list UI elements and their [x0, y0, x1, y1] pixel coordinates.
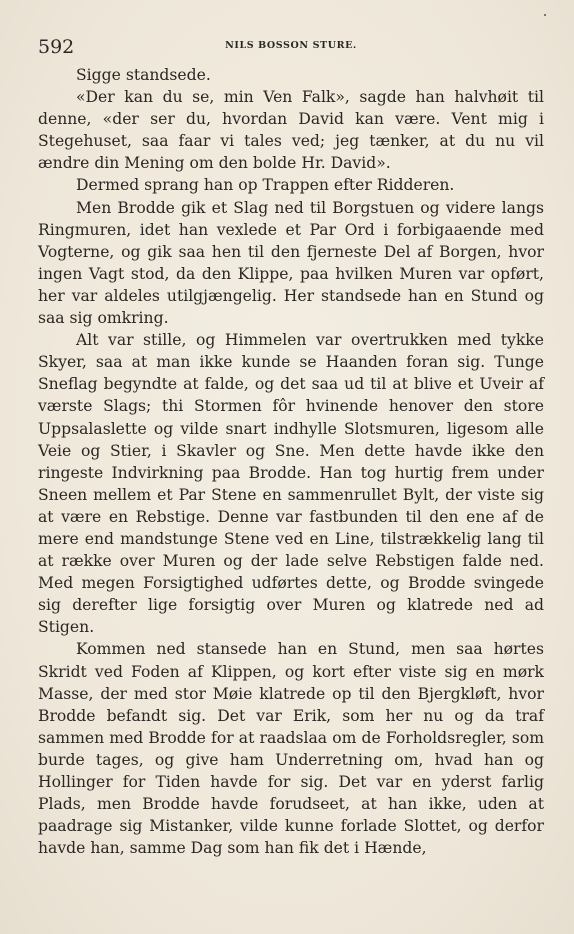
page-header — [38, 36, 544, 60]
paragraph-5: Alt var stille, og Himmelen var overtrukken med tykke Skyer, saa at man ikke kunde se Haanden foran sig. Tunge Sneflag begyndte at falde, og det saa ud til at blive et Uveir af værste Slags; thi Stormen fôr hvinende henover den store Uppsalaslette og vilde snart indhylle Slotsmuren, ligesom alle Veie og Stier, i Skavler og Sne. Men dette havde ikke den ringeste Indvirkning paa Brodde. Han tog hurtig frem under Sneen mellem et Par Stene en sammenrullet Bylt, der viste sig at være en Rebstige. Denne var fastbunden til den ene af de mere end mandstunge Stene ved en Line, tilstrækkelig lang til at række over Muren og der lade selve Rebstigen falde ned. Med megen Forsigtighed udførtes dette, og Brodde svingede sig derefter lige forsigtig over Muren og klatrede ned ad Stigen. — [38, 331, 544, 637]
page-number: 592 — [38, 36, 75, 58]
body-text — [38, 64, 544, 859]
paragraph-2: «Der kan du se, min Ven Falk», sagde han halvhøit til denne, «der ser du, hvordan David kan være. Vent mig i Stegehuset, saa faar vi tales ved; jeg tænker, at du nu vil ændre din Mening om den bolde Hr. David». — [38, 88, 544, 173]
paragraph-6: Kommen ned stansede han en Stund, men saa hørtes Skridt ved Foden af Klippen, og kort efter viste sig en mørk Masse, der med stor Møie klatrede op til den Bjergkløft, hvor Brodde befandt sig. Det var Erik, som her nu og da traf sammen med Brodde for at raadslaa om de Forholdsregler, som burde tages, og give ham Underretning om, hvad han og Hollinger for Tiden havde for sig. Det var en yderst farlig Plads, men Brodde havde forudseet, at han ikke, uden at paadrage sig Mistanker, vilde kunne forlade Slottet, og derfor havde han, samme Dag som han fik det i Hænde, — [38, 640, 544, 858]
running-head: NILS BOSSON STURE. — [225, 40, 357, 51]
paragraph-3: Dermed sprang han op Trappen efter Ridderen. — [76, 176, 455, 195]
paper-speck — [544, 14, 546, 16]
paragraph-1: Sigge standsede. — [76, 66, 211, 84]
paragraph-4: Men Brodde gik et Slag ned til Borgstuen og videre langs Ringmuren, idet han vexlede et Par Ord i forbigaaende med Vogterne, og gik saa hen til den fjerneste Del af Borgen, hvor ingen Vagt stod, da den Klippe, paa hvilken Muren var opført, her var aldeles utilgjængelig. Her standsede han en Stund og saa sig omkring. — [38, 198, 544, 328]
